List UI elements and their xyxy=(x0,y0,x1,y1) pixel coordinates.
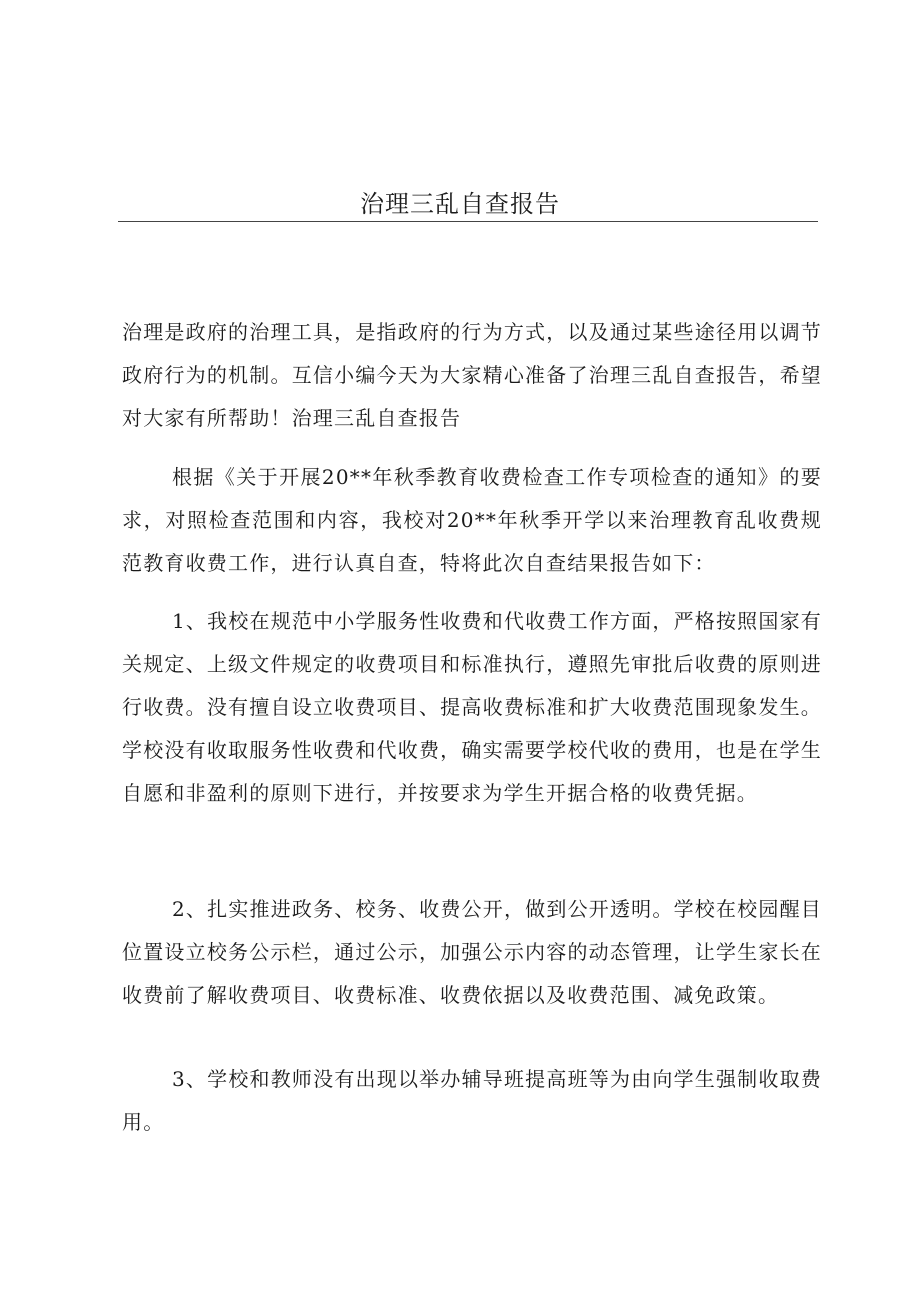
item-3-paragraph: 3、学校和教师没有出现以举办辅导班提高班等为由向学生强制收取费用。 xyxy=(122,1067,822,1134)
item-1-paragraph: 1、我校在规范中小学服务性收费和代收费工作方面，严格按照国家有关规定、上级文件规定的收费项目和标准执行，遵照先审批后收费的原则进行收费。没有擅自设立收费项目、提高收费标准和扩大收费范围现象发生。学校没有收取服务性收费和代收费，确实需要学校代收的费用，也是在学生自愿和非盈利的原则下进行，并按要求为学生开据合格的收费凭据。 xyxy=(122,609,822,805)
intro-paragraph: 治理是政府的治理工具，是指政府的行为方式，以及通过某些途径用以调节政府行为的机制。互信小编今天为大家精心准备了治理三乱自查报告，希望对大家有所帮助！治理三乱自查报告 xyxy=(122,320,822,430)
basis-paragraph: 根据《关于开展20**年秋季教育收费检查工作专项检查的通知》的要求，对照检查范围和内容，我校对20**年秋季开学以来治理教育乱收费规范教育收费工作，进行认真自查，特将此次自查结果报告如下： xyxy=(122,465,822,575)
document-title: 治理三乱自查报告 xyxy=(360,190,560,218)
item-2-paragraph: 2、扎实推进政务、校务、收费公开，做到公开透明。学校在校园醒目位置设立校务公示栏，通过公示，加强公示内容的动态管理，让学生家长在收费前了解收费项目、收费标准、收费依据以及收费范围、减免政策。 xyxy=(122,897,822,1007)
title-underline xyxy=(118,221,818,222)
